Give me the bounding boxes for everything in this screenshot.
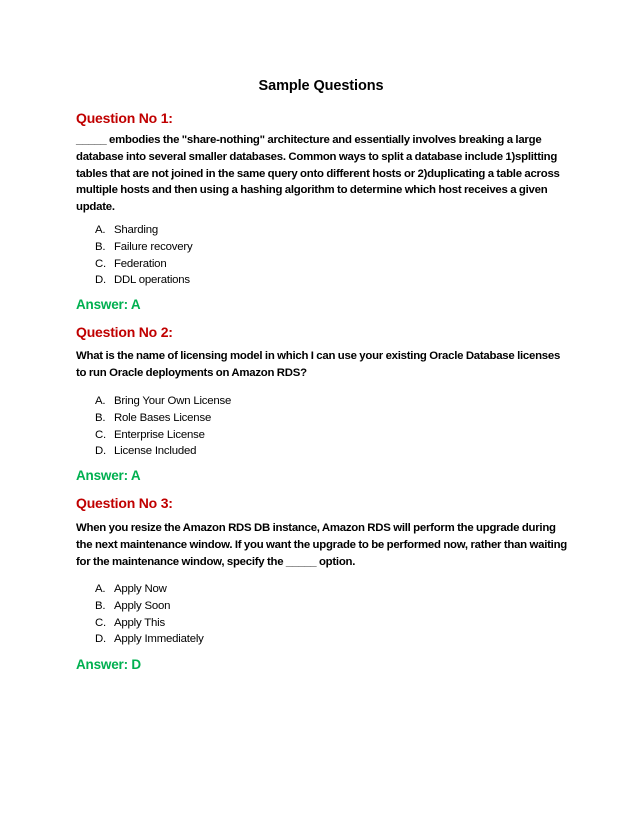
option-c	[95, 256, 192, 273]
answer-label: Answer: D	[76, 657, 141, 672]
option-text: Apply Immediately	[114, 633, 204, 646]
option-text: DDL operations	[114, 274, 190, 287]
option-letter: A.	[95, 583, 106, 595]
options-list	[95, 222, 192, 289]
option-a	[95, 581, 204, 598]
option-text: Federation	[114, 257, 167, 270]
option-letter: C.	[95, 428, 106, 441]
option-text: Apply This	[114, 616, 165, 629]
option-text: Apply Now	[114, 583, 167, 595]
option-text: License Included	[114, 445, 197, 458]
option-text: Role Bases License	[114, 411, 212, 424]
option-letter: C.	[95, 257, 106, 270]
option-letter: B.	[95, 411, 106, 424]
option-letter: C.	[95, 616, 106, 629]
option-b	[95, 410, 231, 427]
option-c	[95, 615, 204, 632]
option-a	[95, 393, 231, 410]
option-letter: D.	[95, 633, 106, 646]
page-title: Sample Questions	[258, 78, 384, 94]
option-text: Failure recovery	[114, 240, 193, 253]
option-b	[95, 598, 204, 615]
options-list	[95, 393, 231, 460]
question-text: _____ embodies the "share-nothing" architecture and essentially involves breaking a large database into several smaller databases. Common ways to split a database include 1)splitting tables that are not joined in the same query onto different hosts or 2)duplicating a table across multiple hosts and then using a hashing algorithm to determine which host receives a given update.	[76, 134, 560, 214]
option-b	[95, 239, 192, 256]
option-d	[95, 443, 231, 460]
options-list	[95, 581, 204, 648]
answer-label: Answer: A	[76, 468, 141, 483]
question-text: What is the name of licensing model in which I can use your existing Oracle Database licenses to run Oracle deployments on Amazon RDS?	[76, 350, 561, 379]
answer-label: Answer: A	[76, 297, 141, 312]
option-text: Apply Soon	[114, 599, 171, 612]
option-d	[95, 631, 204, 648]
option-letter: D.	[95, 445, 106, 458]
option-letter: A.	[95, 395, 106, 407]
option-text: Enterprise License	[114, 428, 205, 441]
question-heading: Question No 2:	[76, 324, 173, 340]
question-heading: Question No 1:	[76, 110, 173, 126]
option-letter: B.	[95, 240, 106, 253]
option-c	[95, 427, 231, 444]
question-heading: Question No 3:	[76, 495, 173, 511]
option-text: Sharding	[114, 224, 158, 236]
question-text: When you resize the Amazon RDS DB instance, Amazon RDS will perform the upgrade during the next maintenance window. If you want the upgrade to be performed now, rather than waiting for the maintenance window, specify the _____ option.	[76, 522, 567, 568]
option-d	[95, 272, 192, 289]
option-letter: A.	[95, 224, 106, 236]
option-text: Bring Your Own License	[114, 395, 232, 407]
option-letter: D.	[95, 274, 106, 287]
option-a	[95, 222, 192, 239]
option-letter: B.	[95, 599, 106, 612]
